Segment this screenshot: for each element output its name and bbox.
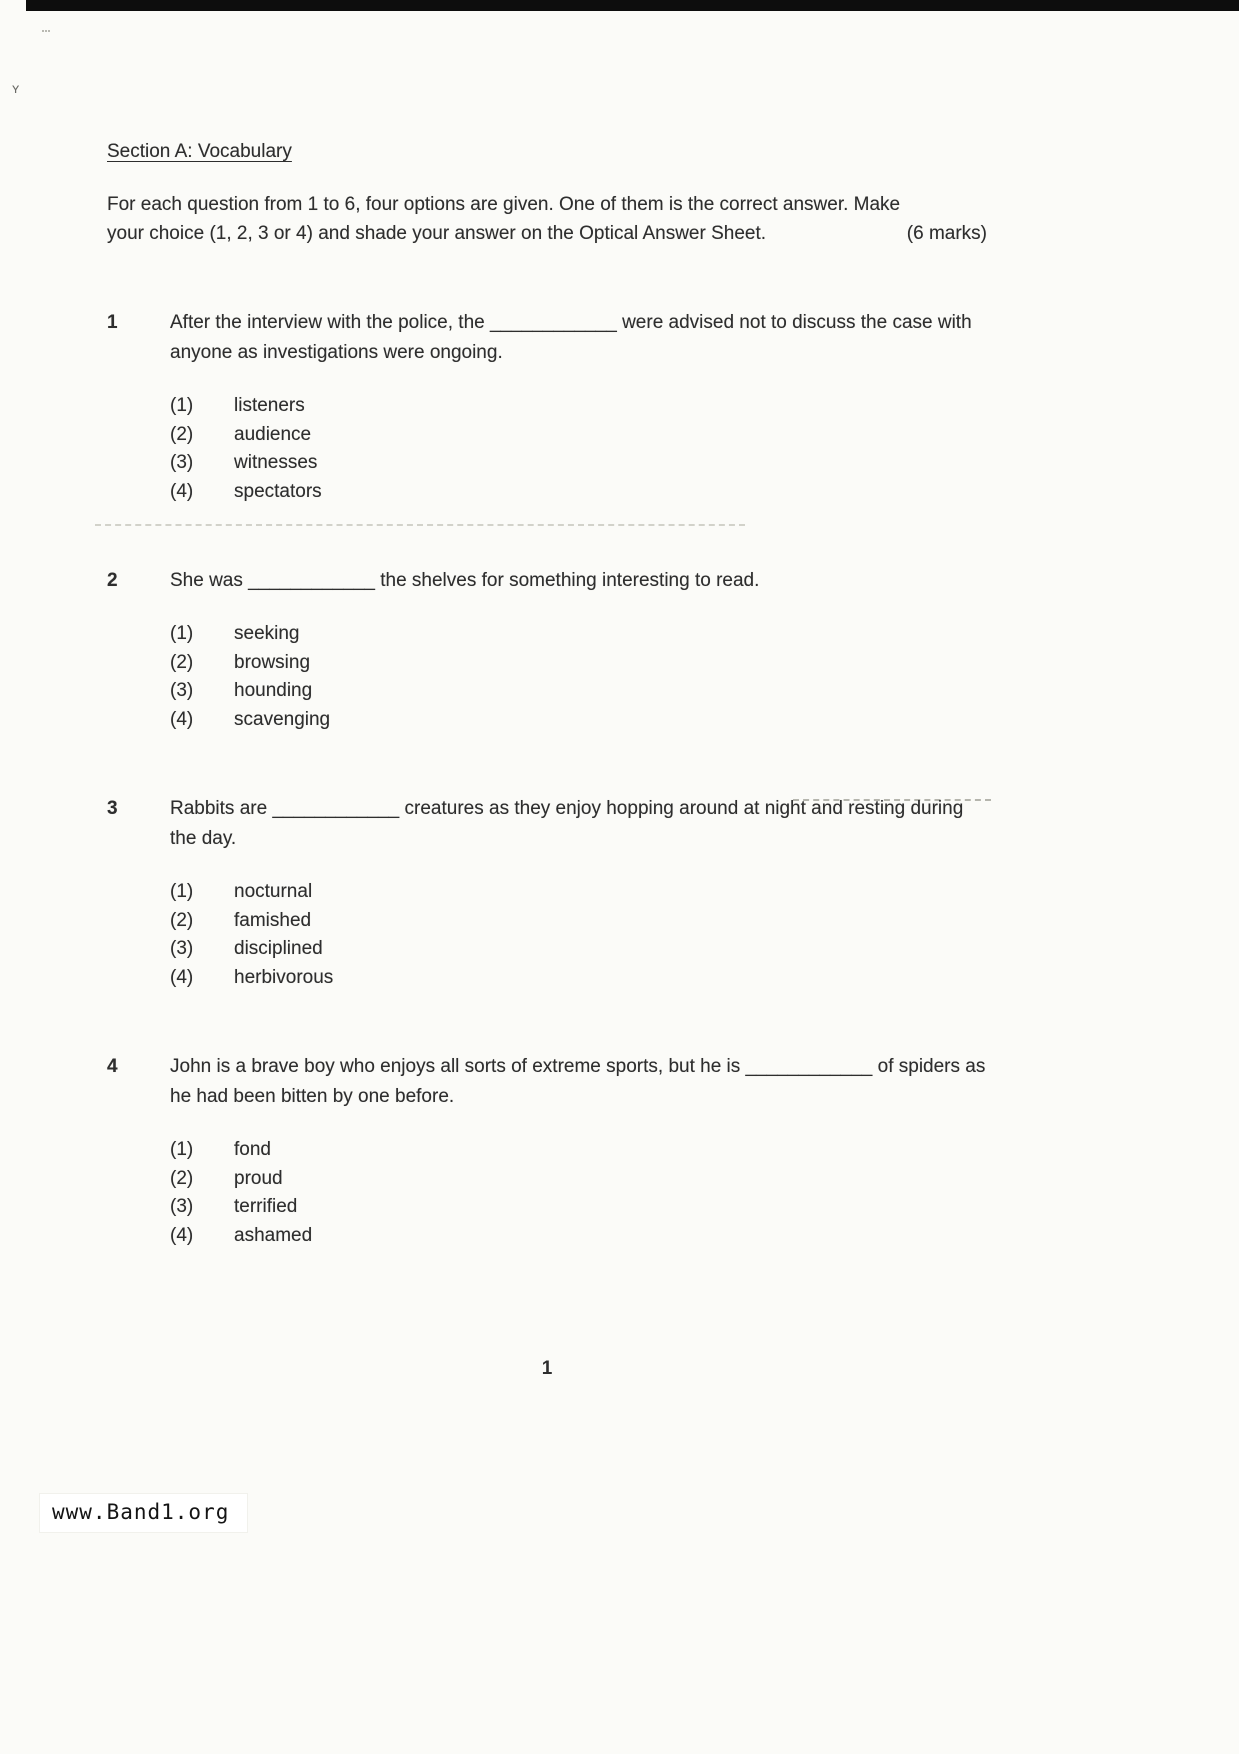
option-text: scavenging — [234, 708, 331, 730]
question-text: After the interview with the police, the ____________ were advised not to discuss the case with anyone as investigations were ongoing. — [170, 312, 972, 363]
page-content — [107, 141, 987, 1250]
option-row — [170, 907, 987, 936]
option-row — [170, 449, 987, 478]
option-text: hounding — [234, 680, 313, 701]
option-text: witnesses — [234, 452, 318, 473]
option-row — [170, 421, 987, 450]
option-label: (1) — [170, 881, 194, 902]
question-2 — [107, 566, 987, 734]
option-text: listeners — [234, 395, 305, 416]
instructions — [107, 190, 987, 248]
option-text: disciplined — [234, 938, 323, 959]
question-1 — [107, 308, 987, 506]
option-row — [170, 392, 987, 421]
question-body — [170, 794, 987, 992]
option-text: ashamed — [234, 1224, 313, 1246]
option-label: (3) — [170, 452, 194, 473]
scan-artifact-corner-mark: ʏ — [12, 80, 20, 96]
instructions-line-2-text: your choice (1, 2, 3 or 4) and shade your answer on the Optical Answer Sheet. — [107, 223, 767, 244]
option-label: (1) — [170, 1139, 194, 1160]
scan-artifact-top-bar — [26, 0, 1239, 11]
marks-label: (6 marks) — [906, 223, 987, 244]
option-row — [170, 935, 987, 964]
option-label: (4) — [170, 480, 194, 502]
option-label: (2) — [170, 909, 194, 931]
question-number: 4 — [107, 1056, 118, 1077]
question-text: She was ____________ the shelves for something interesting to read. — [170, 570, 760, 591]
option-row — [170, 1136, 987, 1165]
instructions-line-1: For each question from 1 to 6, four options are given. One of them is the correct answer. Make — [107, 194, 901, 215]
option-label: (2) — [170, 423, 194, 445]
option-label: (4) — [170, 1224, 194, 1246]
option-text: seeking — [234, 623, 300, 644]
question-4 — [107, 1052, 987, 1250]
option-text: terrified — [234, 1196, 298, 1217]
options-list — [170, 620, 987, 734]
option-row — [170, 1193, 987, 1222]
scan-artifact-dust — [42, 30, 50, 32]
option-text: spectators — [234, 480, 322, 502]
option-row — [170, 478, 987, 507]
option-text: proud — [234, 1167, 283, 1189]
options-list — [170, 878, 987, 992]
question-body — [170, 1052, 987, 1250]
option-text: herbivorous — [234, 966, 334, 988]
options-list — [170, 392, 987, 506]
question-body — [170, 566, 987, 734]
section-heading: Section A: Vocabulary — [107, 141, 292, 162]
option-row — [170, 1165, 987, 1194]
options-list — [170, 1136, 987, 1250]
option-text: audience — [234, 423, 312, 445]
page-number: 1 — [541, 1358, 553, 1379]
watermark: www.Band1.org — [40, 1494, 247, 1532]
option-text: nocturnal — [234, 881, 313, 902]
option-label: (2) — [170, 651, 194, 673]
option-label: (4) — [170, 966, 194, 988]
option-row — [170, 649, 987, 678]
option-row — [170, 1222, 987, 1251]
option-row — [170, 677, 987, 706]
question-body — [170, 308, 987, 506]
option-label: (1) — [170, 395, 194, 416]
question-text: Rabbits are ____________ creatures as they enjoy hopping around at night and resting during the day. — [170, 798, 964, 849]
option-row — [170, 620, 987, 649]
question-3 — [107, 794, 987, 992]
option-text: fond — [234, 1139, 271, 1160]
option-label: (1) — [170, 623, 194, 644]
option-label: (4) — [170, 708, 194, 730]
option-row — [170, 706, 987, 735]
question-number: 1 — [107, 312, 118, 333]
option-label: (3) — [170, 680, 194, 701]
option-text: browsing — [234, 651, 311, 673]
option-text: famished — [234, 909, 312, 931]
option-label: (3) — [170, 1196, 194, 1217]
question-number: 2 — [107, 570, 118, 591]
question-text: John is a brave boy who enjoys all sorts of extreme sports, but he is ____________ of spiders as he had been bitten by one before. — [170, 1056, 986, 1107]
instructions-line-2 — [107, 219, 987, 248]
option-row — [170, 964, 987, 993]
question-number: 3 — [107, 798, 118, 819]
option-label: (2) — [170, 1167, 194, 1189]
option-label: (3) — [170, 938, 194, 959]
option-row — [170, 878, 987, 907]
